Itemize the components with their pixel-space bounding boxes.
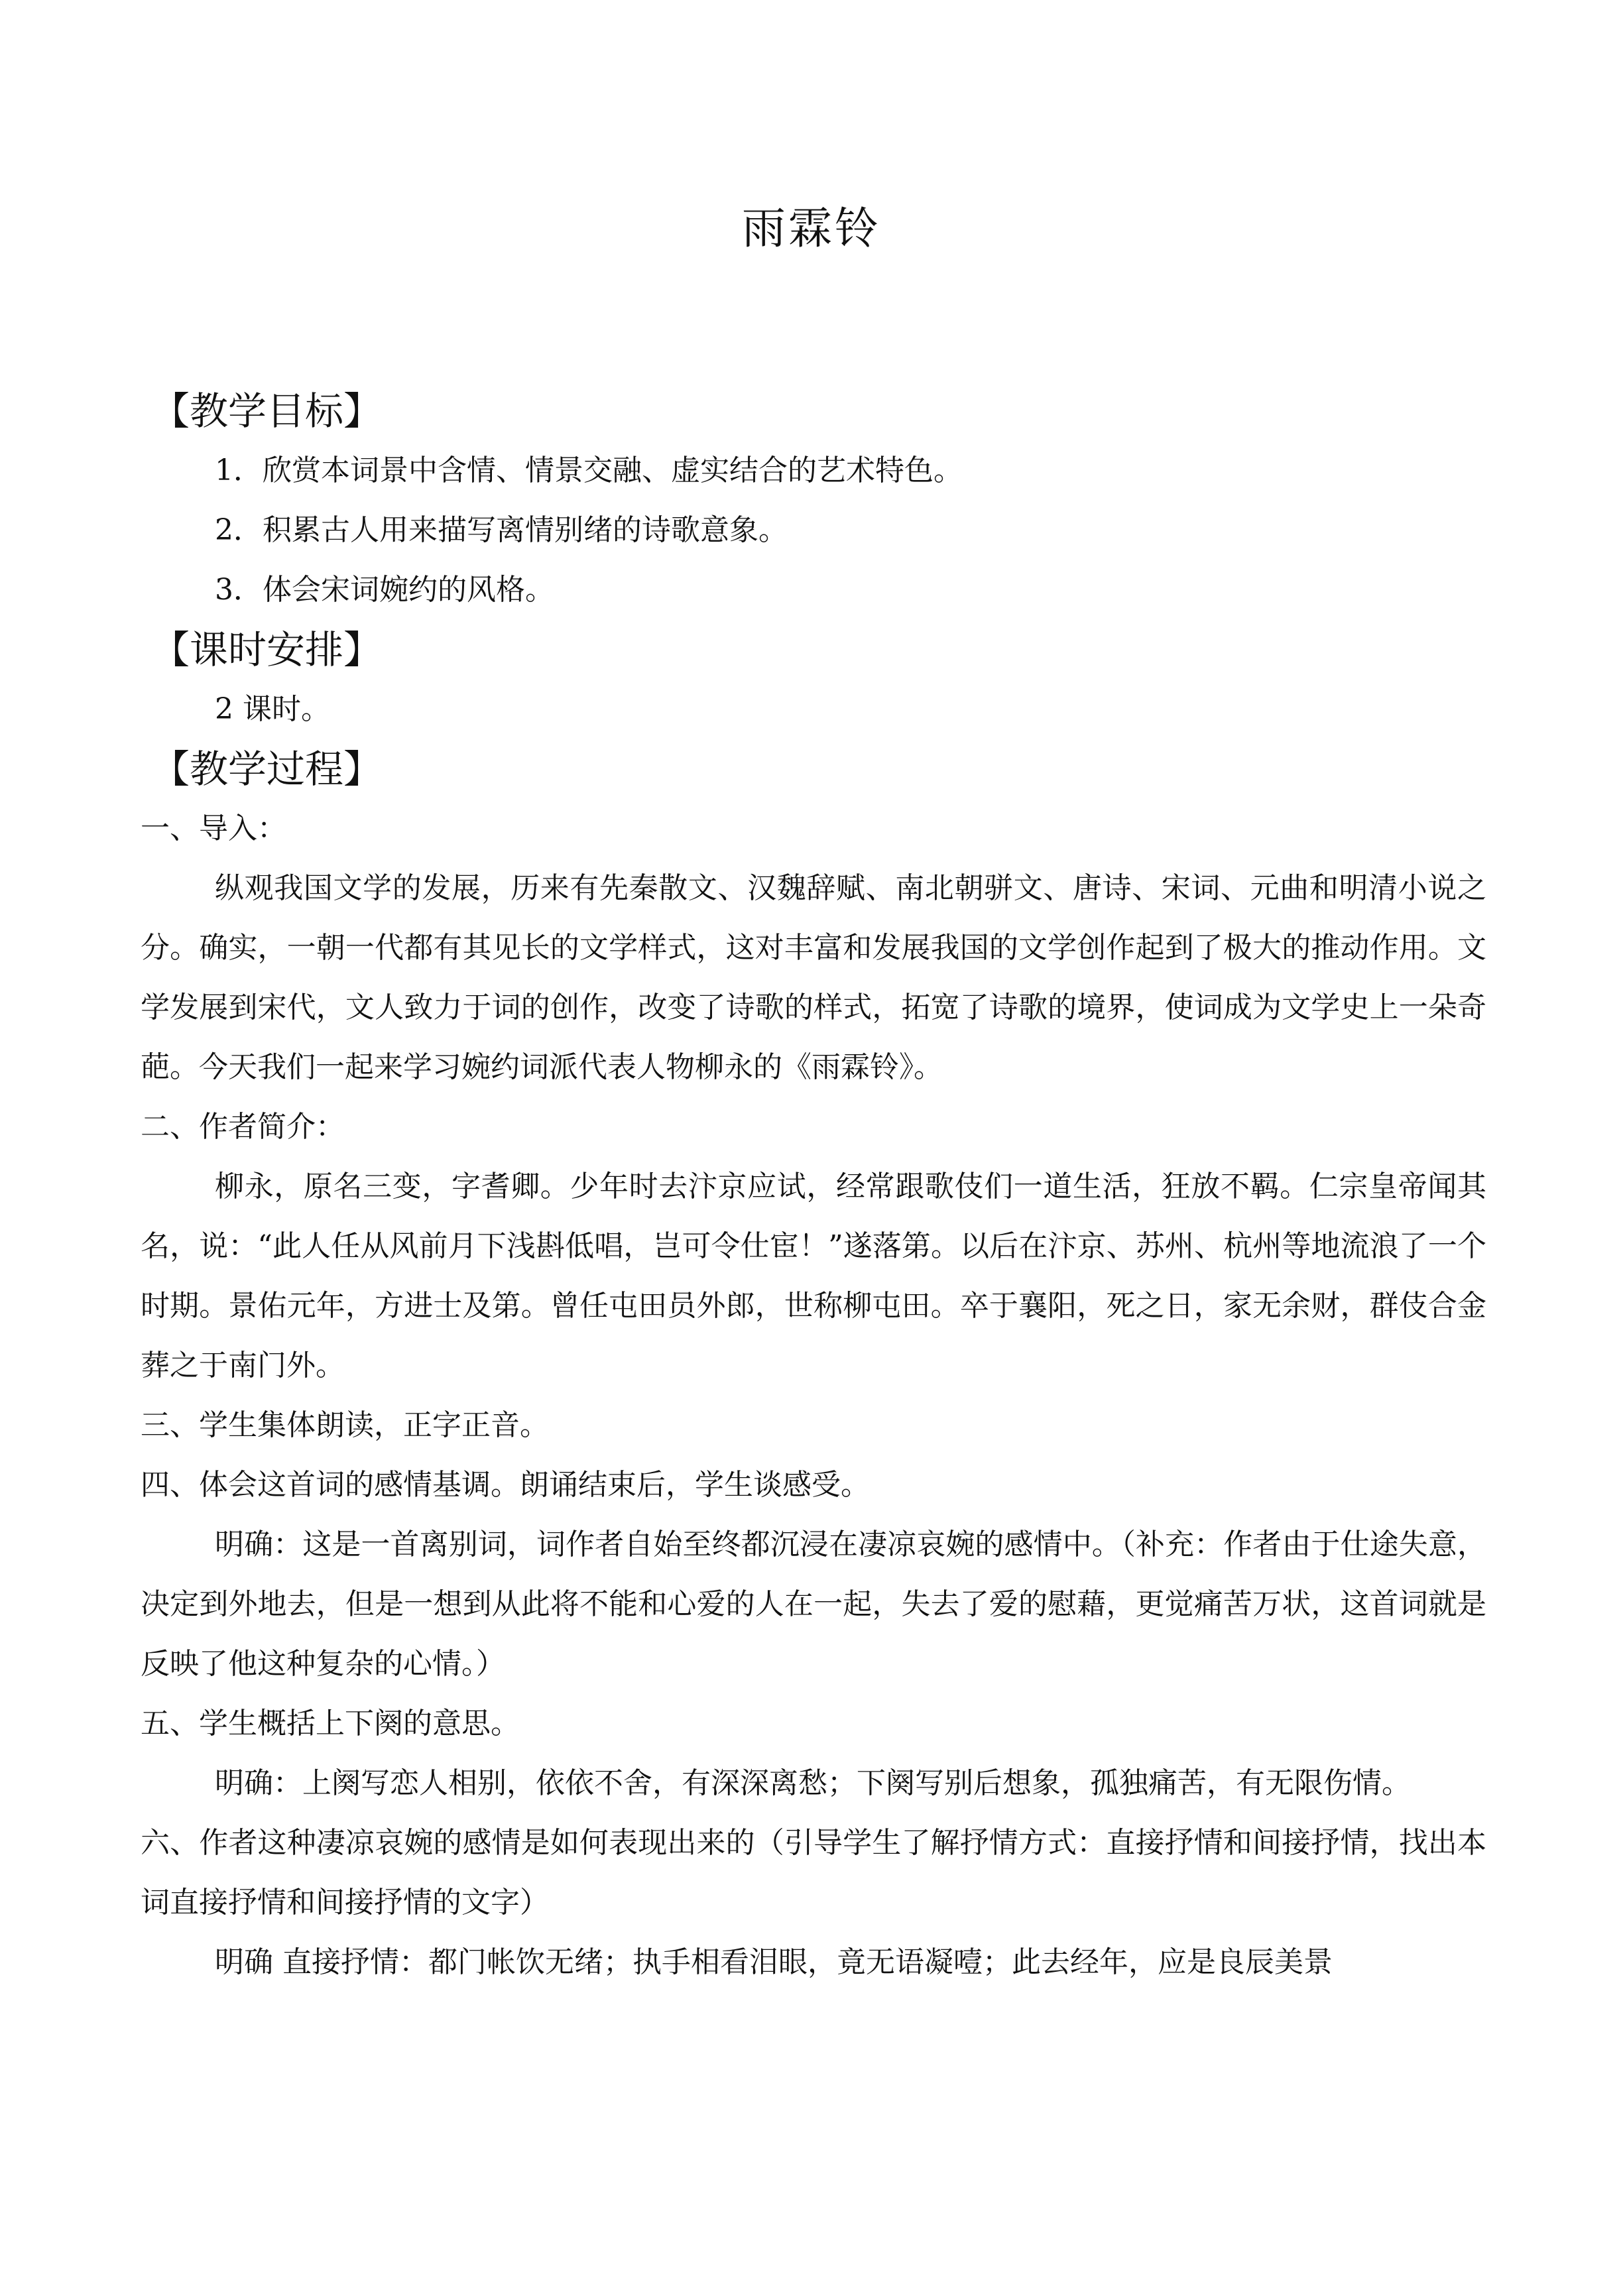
heading-teaching-goals: 【教学目标】 (151, 389, 383, 434)
step-4-label: 四、体会这首词的感情基调。朗诵结束后，学生谈感受。 (141, 1468, 870, 1502)
page-title: 雨霖铃 (742, 203, 881, 254)
step-1-paragraph: 纵观我国文学的发展，历来有先秦散文、汉魏辞赋、南北朝骈文、唐诗、宋词、元曲和明清小说之分。确实，一朝一代都有其见长的文学样式，这对丰富和发展我国的文学创作起到了极大的推动作用。文学发展到宋代，文人致力于词的创作，改变了诗歌的样式，拓宽了诗歌的境界，使词成为文学史上一朵奇葩。今天我们一起来学习婉约词派代表人物柳永的《雨霖铃》。 (141, 871, 1486, 1084)
goal-item-2: 2．积累古人用来描写离情别绪的诗歌意象。 (215, 513, 788, 547)
step-6-paragraph: 明确 直接抒情：都门帐饮无绪；执手相看泪眼，竟无语凝噎；此去经年，应是良辰美景 (215, 1945, 1333, 1979)
schedule-text: 2 课时。 (215, 692, 330, 726)
heading-schedule: 【课时安排】 (151, 627, 383, 672)
heading-teaching-process: 【教学过程】 (151, 747, 383, 792)
step-3-label: 三、学生集体朗读，正字正音。 (141, 1408, 549, 1442)
step-2-label: 二、作者简介： (141, 1110, 345, 1144)
document-body (141, 381, 1485, 1992)
step-4-paragraph: 明确：这是一首离别词，词作者自始至终都沉浸在凄凉哀婉的感情中。（补充：作者由于仕途失意，决定到外地去，但是一想到从此将不能和心爱的人在一起，失去了爱的慰藉，更觉痛苦万状，这首词就是反映了他这种复杂的心情。） (141, 1528, 1486, 1681)
goal-item-3: 3．体会宋词婉约的风格。 (215, 573, 554, 607)
step-6-label: 六、作者这种凄凉哀婉的感情是如何表现出来的（引导学生了解抒情方式：直接抒情和间接抒情，找出本词直接抒情和间接抒情的文字） (141, 1826, 1486, 1919)
step-5-label: 五、学生概括上下阕的意思。 (141, 1707, 520, 1740)
step-2-paragraph: 柳永，原名三变，字耆卿。少年时去汴京应试，经常跟歌伎们一道生活，狂放不羁。仁宗皇帝闻其名，说：“此人任从风前月下浅斟低唱，岂可令仕宦！”遂落第。以后在汴京、苏州、杭州等地流浪了一个时期。景佑元年，方进士及第。曾任屯田员外郎，世称柳屯田。卒于襄阳，死之日，家无余财，群伎合金葬之于南门外。 (141, 1170, 1486, 1382)
goal-item-1: 1．欣赏本词景中含情、情景交融、虚实结合的艺术特色。 (215, 453, 963, 487)
step-1-label: 一、导入： (141, 812, 286, 845)
step-5-paragraph: 明确：上阕写恋人相别，依依不舍，有深深离愁；下阕写别后想象，孤独痛苦，有无限伤情。 (215, 1766, 1411, 1800)
